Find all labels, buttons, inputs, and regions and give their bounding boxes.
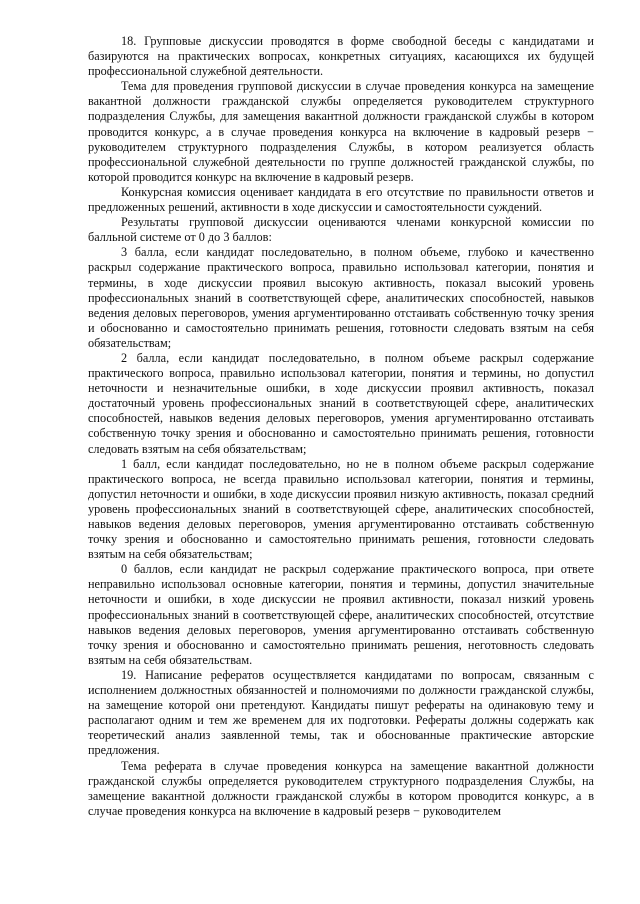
paragraph-discussion-topic: Тема для проведения групповой дискуссии в случае проведения конкурса на замещение вакантной должности гражданской службы определяется руководителем структурного подразделения Службы, для замещения вакантной должности гражданской службы в котором проводится конкурс, а в случае проведения конкурса на включение в кадровый резерв − руководителем структурного подразделения Службы, в котором реализуется область профессиональной служебной деятельности по группе должностей гражданской службы, по которой проводится конкурс на включение в кадровый резерв. <box>88 79 594 184</box>
paragraph-commission-evaluation: Конкурсная комиссия оценивает кандидата в его отсутствие по правильности ответов и предложенных решений, активности в ходе дискуссии и самостоятельности суждений. <box>88 184 594 215</box>
paragraph-score-3: 3 балла, если кандидат последовательно, в полном объеме, глубоко и качественно раскрыл содержание практического вопроса, правильно использовал категории, понятия и термины, в ходе дискуссии проявил высокую активность, показал высокий уровень профессиональных знаний в соответствующей сфере, аналитических способностей, навыков ведения деловых переговоров, умения аргументированно отстаивать собственную точку зрения и обоснованно и самостоятельно принимать решения, готовности следовать взятым на себя обязательствам; <box>88 245 594 350</box>
paragraph-score-1: 1 балл, если кандидат последовательно, но не в полном объеме раскрыл содержание практического вопроса, не всегда правильно использовал категории, понятия и термины, допустил неточности и ошибки, в ходе дискуссии проявил низкую активность, показал средний уровень профессиональных знаний в соответствующей сфере, аналитических способностей, навыков ведения деловых переговоров, умения аргументированно отстаивать собственную точку зрения и обоснованно и самостоятельно принимать решения, готовности следовать взятым на себя обязательствам; <box>88 456 594 562</box>
document-body <box>88 34 594 819</box>
paragraph-score-2: 2 балла, если кандидат последовательно, в полном объеме раскрыл содержание практического вопроса, правильно использовал категории, понятия и термины, но допустил неточности и незначительные ошибки, в ходе дискуссии проявил активность, показал достаточный уровень профессиональных знаний в соответствующей сфере, аналитических способностей, навыков ведения деловых переговоров, умения аргументированно отстаивать собственную точку зрения и обоснованно и самостоятельно принимать решения, готовности следовать взятым на себя обязательствам; <box>88 350 594 456</box>
paragraph-19-essays: 19. Написание рефератов осуществляется кандидатами по вопросам, связанным с исполнением должностных обязанностей и полномочиями по должности гражданской службы, на замещение которой они претендуют. Кандидаты пишут рефераты на одинаковую тему и располагают одним и тем же временем для их подготовки. Рефераты должны содержать как теоретический анализ заявленной темы, так и обоснованные практические авторские предложения. <box>88 667 594 758</box>
paragraph-scoring-system: Результаты групповой дискуссии оцениваются членами конкурсной комиссии по балльной системе от 0 до 3 баллов: <box>88 215 594 245</box>
paragraph-18-group-discussions: 18. Групповые дискуссии проводятся в форме свободной беседы с кандидатами и базируются на практических вопросах, конкретных ситуациях, касающихся их будущей профессиональной служебной деятельности. <box>88 34 594 79</box>
paragraph-essay-topic: Тема реферата в случае проведения конкурса на замещение вакантной должности гражданской службы определяется руководителем структурного подразделения Службы, на замещение вакантной должности гражданской службы в котором проводится конкурс, а в случае проведения конкурса на включение в кадровый резерв − руководителем <box>88 758 594 818</box>
paragraph-score-0: 0 баллов, если кандидат не раскрыл содержание практического вопроса, при ответе неправильно использовал основные категории, понятия и термины, допустил значительные неточности и ошибки, в ходе дискуссии не проявил активности, показал низкий уровень профессиональных знаний в соответствующей сфере, аналитических способностей, отсутствие навыков ведения деловых переговоров, умения аргументированно отстаивать собственную точку зрения и обоснованно и самостоятельно принимать решения, неготовность следовать взятым на себя обязательствам. <box>88 562 594 667</box>
